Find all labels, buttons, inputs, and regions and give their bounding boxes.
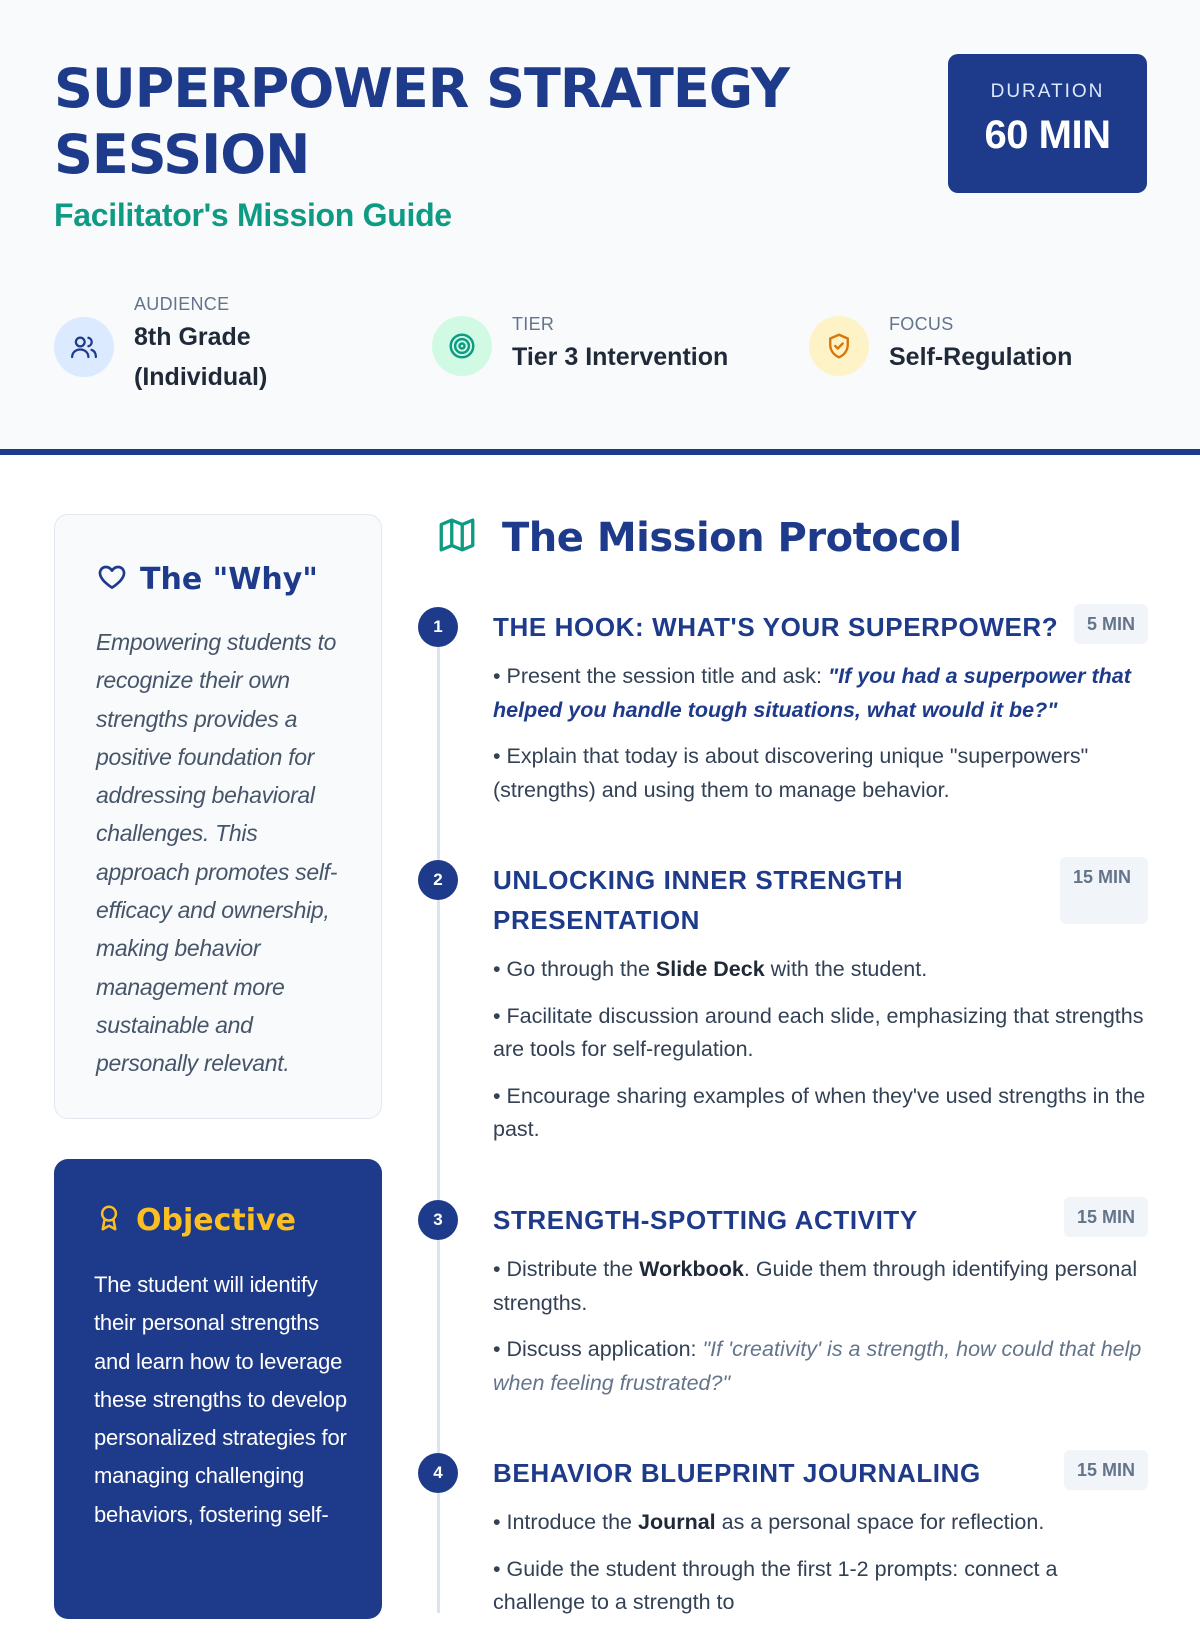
why-body: Empowering students to recognize their own strengths provides a positive foundation for addressing behavioral challenges. This approach promotes self-efficacy and ownership, making behavior management more sustainable and personally relevant. [96,629,338,1077]
award-icon [94,1203,124,1238]
step-time-badge: 5 MIN [1074,604,1148,644]
meta-value: Self-Regulation [889,343,1073,371]
step-bold: Workbook [639,1257,744,1281]
duration-badge [948,54,1147,193]
step-text: • Distribute the [493,1257,640,1281]
protocol-header [436,514,962,561]
step-text: • Introduce the [493,1510,638,1534]
timeline-line [437,647,440,861]
step-bold: Journal [637,1510,716,1534]
step-time-badge: 15 MIN [1060,857,1148,924]
heart-icon [96,561,128,598]
duration-value: 60 MIN [984,113,1111,157]
protocol-title: The Mission Protocol [502,514,962,561]
step-text: • Discuss application: [493,1337,703,1361]
timeline-line [437,900,440,1200]
step-bold: Slide Deck [655,957,765,981]
timeline-line [437,1240,440,1454]
step-time-badge: 15 MIN [1064,1197,1148,1237]
meta-audience [54,294,294,397]
duration-label: DURATION [990,81,1105,102]
users-icon [54,317,114,377]
objective-body: The student will identify their personal strengths and learn how to leverage these strengths to develop personalized strategies for managing challenging behaviors, fostering self- [94,1272,347,1527]
step-text: with the student. [764,957,928,981]
step-text: • Facilitate discussion around each slide, emphasizing that strengths are tools for self-regulation. [493,1003,1144,1061]
why-card [54,514,382,1119]
step-title: STRENGTH-SPOTTING ACTIVITY [493,1205,918,1235]
meta-label: FOCUS [889,314,954,334]
header [0,0,1200,455]
timeline-line [437,1493,440,1613]
step-text: • Go through the [493,957,656,981]
step-time-badge: 15 MIN [1064,1450,1148,1490]
step-text: . Guide them through identifying personal strengths. [493,1257,1138,1315]
step-text: • Guide the student through the first 1-2 prompts: connect a challenge to a strength to [493,1556,1058,1614]
step-number: 3 [418,1200,458,1240]
objective-card [54,1159,382,1619]
map-icon [436,514,478,561]
step-title: UNLOCKING INNER STRENGTH PRESENTATION [493,865,904,935]
target-icon [432,316,492,376]
page-subtitle: Facilitator's Mission Guide [54,197,452,233]
step-number: 1 [418,607,458,647]
meta-label: AUDIENCE [134,294,230,314]
step-body [493,1253,1148,1413]
step-text: • Explain that today is about discovering unique "superpowers" (strengths) and using them to manage behavior. [493,744,1089,802]
step-body [493,1506,1148,1633]
step-text: as a personal space for reflection. [715,1510,1045,1534]
meta-label: TIER [512,314,555,334]
meta-tier [432,314,728,377]
step-text: • Present the session title and ask: [493,664,828,688]
meta-value: Tier 3 Intervention [512,343,729,371]
step-number: 2 [418,860,458,900]
meta-value: 8th Grade (Individual) [134,323,268,391]
step-quote: "If you had a superpower that helped you handle tough situations, what would it be?" [493,664,1131,722]
page-title: SUPERPOWER STRATEGY SESSION [54,57,789,186]
step-text: • Encourage sharing examples of when they've used strengths in the past. [493,1083,1146,1141]
shield-check-icon [809,316,869,376]
step-title: THE HOOK: WHAT'S YOUR SUPERPOWER? [493,612,1059,642]
meta-focus [809,314,1072,377]
step-number: 4 [418,1453,458,1493]
step-body [493,953,1148,1160]
step-quote: "If 'creativity' is a strength, how could that help when feeling frustrated?" [493,1337,1142,1395]
why-title: The "Why" [140,562,318,597]
step-body [493,660,1148,820]
step-title: BEHAVIOR BLUEPRINT JOURNALING [493,1458,981,1488]
objective-title: Objective [136,1203,296,1238]
